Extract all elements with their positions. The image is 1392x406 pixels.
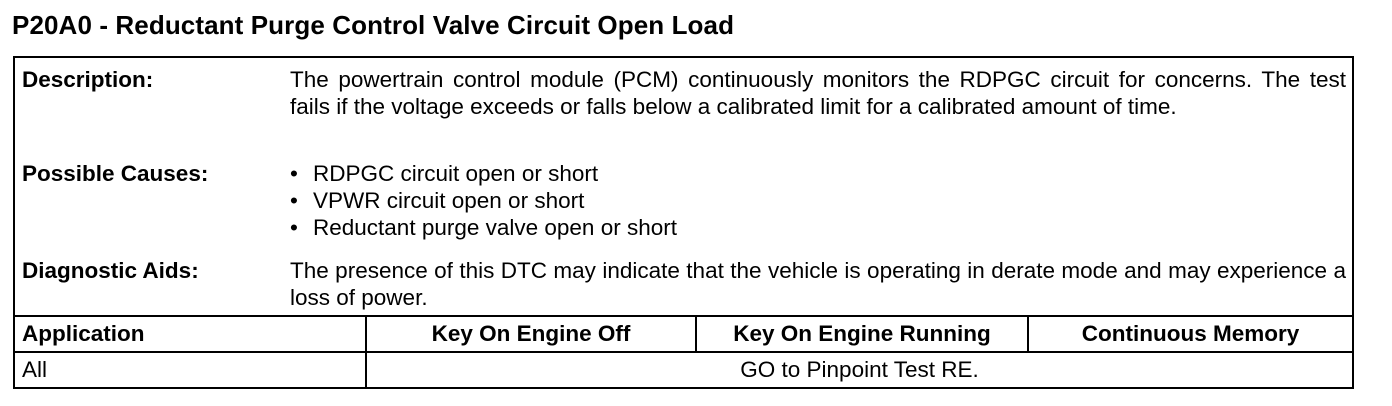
diagnostic-aids-text: The presence of this DTC may indicate that the vehicle is operating in derate mode and may experience a loss of power. <box>290 258 1346 310</box>
bullet-marker: • <box>290 188 298 213</box>
description-label: Description: <box>22 67 154 92</box>
list-item <box>290 187 1346 214</box>
list-item <box>290 160 1346 187</box>
application-table <box>15 315 1352 387</box>
header-application: Application <box>22 321 145 346</box>
diagnostic-aids-label: Diagnostic Aids: <box>22 258 199 283</box>
possible-causes-list <box>290 160 1346 241</box>
bullet-marker: • <box>290 215 298 240</box>
header-key-on-engine-off: Key On Engine Off <box>431 321 631 346</box>
cell-pinpoint-test-action: GO to Pinpoint Test RE. <box>740 357 979 382</box>
cell-application: All <box>22 357 48 382</box>
possible-causes-list-container <box>290 160 1346 241</box>
description-text: The powertrain control module (PCM) continuously monitors the RDPGC circuit for concerns. The test fails if the voltage exceeds or falls below a calibrated limit for a calibrated amount of time. <box>290 67 1346 119</box>
possible-causes-label: Possible Causes: <box>22 161 209 186</box>
page-title: P20A0 - Reductant Purge Control Valve Circuit Open Load <box>12 10 735 40</box>
cause-text: RDPGC circuit open or short <box>313 161 599 186</box>
header-key-on-engine-running: Key On Engine Running <box>733 321 991 346</box>
header-continuous-memory: Continuous Memory <box>1081 321 1300 346</box>
cause-text: VPWR circuit open or short <box>313 188 585 213</box>
list-item <box>290 214 1346 241</box>
table-header-row <box>15 317 1352 353</box>
bullet-marker: • <box>290 161 298 186</box>
dtc-details <box>15 58 1352 315</box>
cause-text: Reductant purge valve open or short <box>313 215 677 240</box>
dtc-info-frame <box>13 56 1354 389</box>
table-row <box>15 353 1352 387</box>
